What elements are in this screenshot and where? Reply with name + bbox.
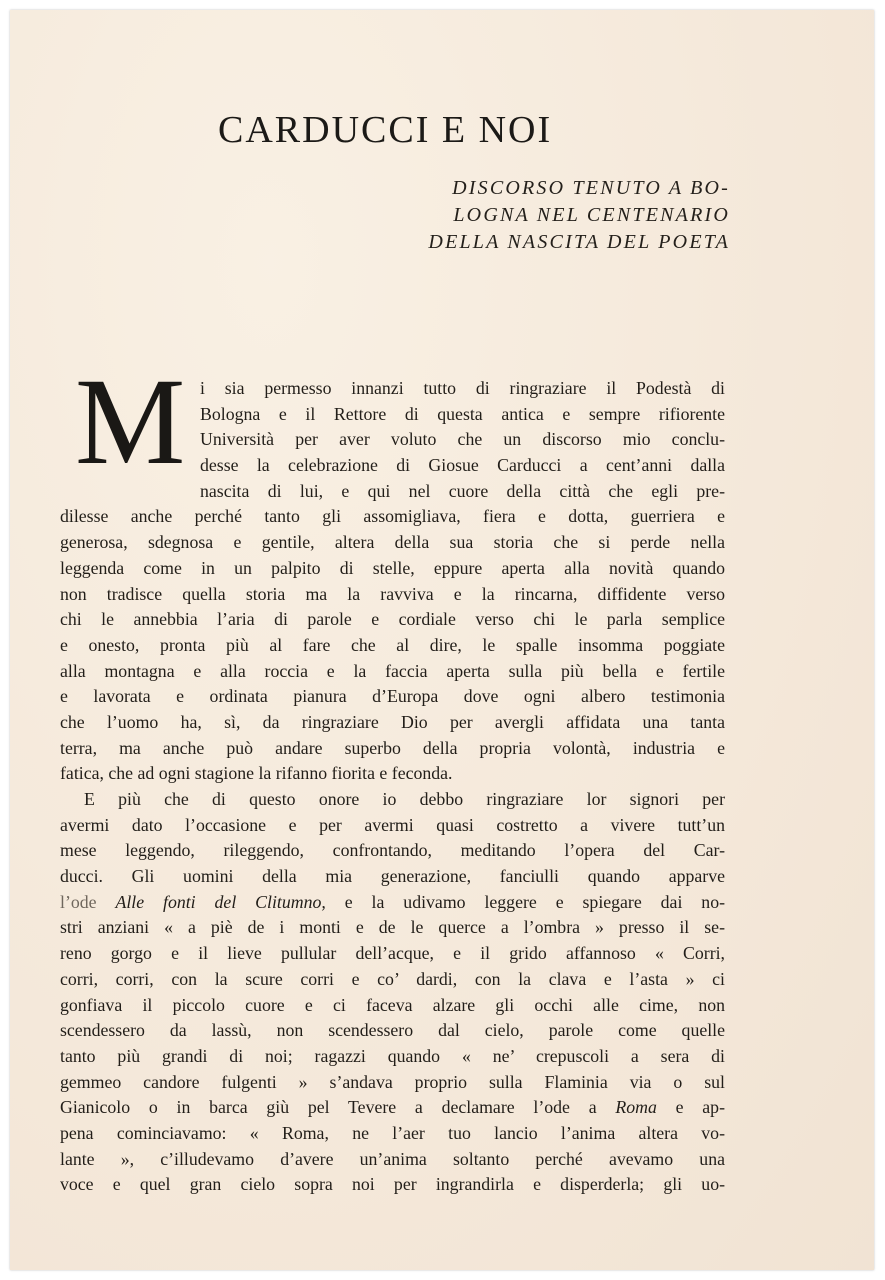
text-line: Università per aver voluto che un discorso mio conclu- bbox=[200, 429, 725, 450]
italic-title: Roma bbox=[615, 1097, 657, 1118]
subtitle-line: DISCORSO TENUTO A BO- bbox=[452, 177, 730, 199]
text-line: generosa, sdegnosa e gentile, altera della sua storia che si perde nella bbox=[60, 532, 725, 553]
text-line: ducci. Gli uomini della mia generazione, fanciulli quando apparve bbox=[60, 866, 725, 887]
text-line: dilesse anche perché tanto gli assomigliava, fiera e dotta, guerriera e bbox=[60, 506, 725, 527]
text-line: voce e quel gran cielo sopra noi per ingrandirla e disperderla; gli uo- bbox=[60, 1174, 725, 1195]
subtitle-line: DELLA NASCITA DEL POETA bbox=[428, 231, 730, 253]
text-line: scendessero da lassù, non scendessero dal cielo, parole come quelle bbox=[60, 1020, 725, 1041]
text-line: chi le annebbia l’aria di parole e cordiale verso chi le parla semplice bbox=[60, 609, 725, 630]
body-text bbox=[60, 376, 725, 1198]
text-line: Bologna e il Rettore di questa antica e sempre rifiorente bbox=[200, 403, 725, 424]
text-line: che l’uomo ha, sì, da ringraziare Dio per avergli affidata una tanta bbox=[60, 711, 725, 732]
page-subtitle bbox=[390, 175, 730, 256]
text-line: avermi dato l’occasione e per avermi quasi costretto a vivere tutt’un bbox=[60, 814, 725, 835]
text-line: corri, corri, con la scure corri e co’ dardi, con la clava e l’asta » ci bbox=[60, 968, 725, 989]
text-line: E più che di questo onore io debbo ringraziare lor signori per bbox=[84, 789, 725, 809]
text-line: leggenda come in un palpito di stelle, eppure aperta alla novità quando bbox=[60, 557, 725, 578]
text-line: e lavorata e ordinata pianura d’Europa dove ogni albero testimonia bbox=[60, 686, 725, 707]
text-line: reno gorgo e il lieve pullular dell’acque, e il grido affannoso « Corri, bbox=[60, 943, 725, 964]
text-line: fatica, che ad ogni stagione la rifanno fiorita e feconda. bbox=[60, 763, 453, 784]
text-line: pena cominciavamo: « Roma, ne l’aer tuo lancio l’anima altera vo- bbox=[60, 1122, 725, 1143]
text-line: terra, ma anche può andare superbo della propria volontà, industria e bbox=[60, 737, 725, 758]
drop-cap: M bbox=[75, 353, 186, 490]
text-line: desse la celebrazione di Giosue Carducci a cent’anni dalla bbox=[200, 455, 725, 476]
text-fragment: Gianicolo o in barca giù pel Tevere a declamare l’ode a bbox=[60, 1097, 616, 1118]
text-line: alla montagna e alla roccia e la faccia aperta sulla più bella e fertile bbox=[60, 660, 725, 681]
text-line: tanto più grandi di noi; ragazzi quando « ne’ crepuscoli a sera di bbox=[60, 1045, 725, 1066]
text-fragment: e la udivamo leggere e spiegare dai no- bbox=[325, 891, 726, 912]
subtitle-line: LOGNA NEL CENTENARIO bbox=[453, 204, 730, 226]
text-fragment: l’ode bbox=[60, 891, 116, 912]
text-line: gonfiava il piccolo cuore e ci faceva alzare gli occhi alle cime, non bbox=[60, 994, 725, 1015]
text-line: nascita di lui, e qui nel cuore della città che egli pre- bbox=[200, 480, 725, 501]
text-line: gemmeo candore fulgenti » s’andava proprio sulla Flaminia via o sul bbox=[60, 1071, 725, 1092]
text-line: e onesto, pronta più al fare che al dire, le spalle insomma poggiate bbox=[60, 634, 725, 655]
text-line: lante », c’illudevamo d’avere un’anima soltanto perché avevamo una bbox=[60, 1148, 725, 1169]
text-line: i sia permesso innanzi tutto di ringraziare il Podestà di bbox=[200, 378, 725, 398]
page-title: CARDUCCI E NOI bbox=[218, 109, 553, 151]
text-line: mese leggendo, rileggendo, confrontando, meditando l’opera del Car- bbox=[60, 840, 725, 861]
book-page bbox=[10, 10, 874, 1270]
text-line bbox=[60, 890, 725, 916]
text-line: stri anziani « a piè de i monti e de le querce a l’ombra » presso il se- bbox=[60, 917, 725, 938]
italic-title: Alle fonti del Clitumno, bbox=[115, 891, 326, 912]
text-fragment: e ap- bbox=[656, 1097, 725, 1118]
text-line bbox=[60, 1095, 725, 1121]
text-line: non tradisce quella storia ma la ravviva e la rincarna, diffidente verso bbox=[60, 583, 725, 604]
